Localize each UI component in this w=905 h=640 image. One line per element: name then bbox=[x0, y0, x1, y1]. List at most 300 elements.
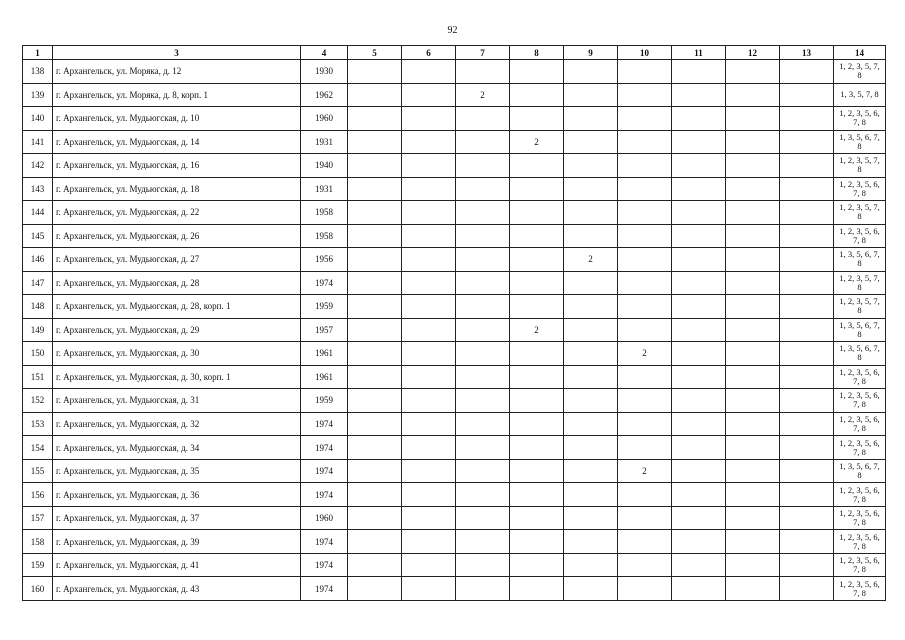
col-5-cell bbox=[348, 224, 402, 248]
col-5-cell bbox=[348, 177, 402, 201]
col-7-cell bbox=[456, 130, 510, 154]
col-11-cell bbox=[672, 530, 726, 554]
year-cell: 1959 bbox=[301, 295, 348, 319]
table-row bbox=[23, 530, 886, 554]
col-9-cell bbox=[564, 107, 618, 131]
col-12-cell bbox=[726, 201, 780, 225]
col-14-cell: 1, 2, 3, 5, 6, 7, 8 bbox=[834, 177, 886, 201]
year-cell: 1959 bbox=[301, 389, 348, 413]
year-cell: 1930 bbox=[301, 60, 348, 84]
col-8-cell bbox=[510, 271, 564, 295]
col-5-cell bbox=[348, 318, 402, 342]
col-8-cell bbox=[510, 60, 564, 84]
col-9-cell bbox=[564, 577, 618, 601]
column-header: 12 bbox=[726, 46, 780, 60]
col-11-cell bbox=[672, 248, 726, 272]
row-number-cell: 155 bbox=[23, 459, 53, 483]
col-5-cell bbox=[348, 530, 402, 554]
col-11-cell bbox=[672, 154, 726, 178]
col-10-cell bbox=[618, 177, 672, 201]
table-row bbox=[23, 83, 886, 107]
col-14-cell: 1, 2, 3, 5, 6, 7, 8 bbox=[834, 412, 886, 436]
col-7-cell bbox=[456, 483, 510, 507]
row-number-cell: 143 bbox=[23, 177, 53, 201]
col-12-cell bbox=[726, 436, 780, 460]
col-8-cell bbox=[510, 107, 564, 131]
address-cell: г. Архангельск, ул. Моряка, д. 12 bbox=[53, 60, 301, 84]
col-10-cell: 2 bbox=[618, 342, 672, 366]
col-14-cell: 1, 2, 3, 5, 6, 7, 8 bbox=[834, 553, 886, 577]
row-number-cell: 144 bbox=[23, 201, 53, 225]
col-9-cell: 2 bbox=[564, 248, 618, 272]
col-14-cell: 1, 2, 3, 5, 6, 7, 8 bbox=[834, 224, 886, 248]
col-7-cell: 2 bbox=[456, 83, 510, 107]
year-cell: 1958 bbox=[301, 201, 348, 225]
col-14-cell: 1, 2, 3, 5, 7, 8 bbox=[834, 60, 886, 84]
year-cell: 1940 bbox=[301, 154, 348, 178]
col-12-cell bbox=[726, 271, 780, 295]
col-7-cell bbox=[456, 553, 510, 577]
column-header: 10 bbox=[618, 46, 672, 60]
col-11-cell bbox=[672, 483, 726, 507]
col-13-cell bbox=[780, 483, 834, 507]
col-13-cell bbox=[780, 436, 834, 460]
table-row bbox=[23, 412, 886, 436]
col-10-cell bbox=[618, 295, 672, 319]
col-7-cell bbox=[456, 365, 510, 389]
col-8-cell bbox=[510, 412, 564, 436]
col-9-cell bbox=[564, 389, 618, 413]
col-9-cell bbox=[564, 365, 618, 389]
col-13-cell bbox=[780, 130, 834, 154]
col-5-cell bbox=[348, 553, 402, 577]
col-5-cell bbox=[348, 577, 402, 601]
column-header: 8 bbox=[510, 46, 564, 60]
col-7-cell bbox=[456, 459, 510, 483]
year-cell: 1958 bbox=[301, 224, 348, 248]
col-11-cell bbox=[672, 553, 726, 577]
col-14-cell: 1, 3, 5, 7, 8 bbox=[834, 83, 886, 107]
address-cell: г. Архангельск, ул. Мудьюгская, д. 31 bbox=[53, 389, 301, 413]
col-9-cell bbox=[564, 436, 618, 460]
address-cell: г. Архангельск, ул. Мудьюгская, д. 30 bbox=[53, 342, 301, 366]
address-cell: г. Архангельск, ул. Мудьюгская, д. 28 bbox=[53, 271, 301, 295]
col-5-cell bbox=[348, 60, 402, 84]
col-13-cell bbox=[780, 60, 834, 84]
col-13-cell bbox=[780, 248, 834, 272]
col-8-cell bbox=[510, 201, 564, 225]
col-8-cell bbox=[510, 365, 564, 389]
col-5-cell bbox=[348, 201, 402, 225]
address-cell: г. Архангельск, ул. Мудьюгская, д. 32 bbox=[53, 412, 301, 436]
col-7-cell bbox=[456, 271, 510, 295]
col-12-cell bbox=[726, 553, 780, 577]
col-14-cell: 1, 2, 3, 5, 6, 7, 8 bbox=[834, 577, 886, 601]
col-9-cell bbox=[564, 342, 618, 366]
col-12-cell bbox=[726, 154, 780, 178]
col-9-cell bbox=[564, 553, 618, 577]
col-9-cell bbox=[564, 459, 618, 483]
col-14-cell: 1, 3, 5, 6, 7, 8 bbox=[834, 248, 886, 272]
row-number-cell: 156 bbox=[23, 483, 53, 507]
col-12-cell bbox=[726, 130, 780, 154]
col-13-cell bbox=[780, 412, 834, 436]
address-cell: г. Архангельск, ул. Мудьюгская, д. 35 bbox=[53, 459, 301, 483]
col-13-cell bbox=[780, 295, 834, 319]
row-number-cell: 140 bbox=[23, 107, 53, 131]
col-9-cell bbox=[564, 60, 618, 84]
col-10-cell bbox=[618, 224, 672, 248]
col-14-cell: 1, 2, 3, 5, 6, 7, 8 bbox=[834, 389, 886, 413]
col-12-cell bbox=[726, 248, 780, 272]
col-9-cell bbox=[564, 154, 618, 178]
col-8-cell bbox=[510, 154, 564, 178]
table-row bbox=[23, 130, 886, 154]
col-11-cell bbox=[672, 177, 726, 201]
address-cell: г. Архангельск, ул. Мудьюгская, д. 30, корп. 1 bbox=[53, 365, 301, 389]
col-10-cell bbox=[618, 389, 672, 413]
col-14-cell: 1, 3, 5, 6, 7, 8 bbox=[834, 318, 886, 342]
col-8-cell bbox=[510, 530, 564, 554]
col-10-cell bbox=[618, 318, 672, 342]
col-11-cell bbox=[672, 459, 726, 483]
col-10-cell bbox=[618, 248, 672, 272]
year-cell: 1962 bbox=[301, 83, 348, 107]
address-cell: г. Архангельск, ул. Мудьюгская, д. 28, корп. 1 bbox=[53, 295, 301, 319]
col-12-cell bbox=[726, 177, 780, 201]
col-11-cell bbox=[672, 295, 726, 319]
col-10-cell bbox=[618, 553, 672, 577]
col-12-cell bbox=[726, 577, 780, 601]
col-11-cell bbox=[672, 389, 726, 413]
year-cell: 1974 bbox=[301, 553, 348, 577]
table-row bbox=[23, 436, 886, 460]
col-6-cell bbox=[402, 248, 456, 272]
col-12-cell bbox=[726, 389, 780, 413]
column-header: 9 bbox=[564, 46, 618, 60]
column-header: 7 bbox=[456, 46, 510, 60]
col-7-cell bbox=[456, 506, 510, 530]
col-12-cell bbox=[726, 459, 780, 483]
col-5-cell bbox=[348, 107, 402, 131]
col-14-cell: 1, 2, 3, 5, 6, 7, 8 bbox=[834, 436, 886, 460]
col-13-cell bbox=[780, 107, 834, 131]
table-row bbox=[23, 459, 886, 483]
col-8-cell bbox=[510, 177, 564, 201]
table-row bbox=[23, 154, 886, 178]
col-8-cell bbox=[510, 342, 564, 366]
col-9-cell bbox=[564, 201, 618, 225]
address-cell: г. Архангельск, ул. Мудьюгская, д. 18 bbox=[53, 177, 301, 201]
year-cell: 1974 bbox=[301, 271, 348, 295]
address-cell: г. Архангельск, ул. Мудьюгская, д. 26 bbox=[53, 224, 301, 248]
col-13-cell bbox=[780, 318, 834, 342]
col-14-cell: 1, 2, 3, 5, 7, 8 bbox=[834, 154, 886, 178]
col-6-cell bbox=[402, 342, 456, 366]
column-header: 14 bbox=[834, 46, 886, 60]
col-12-cell bbox=[726, 318, 780, 342]
col-5-cell bbox=[348, 412, 402, 436]
column-header: 6 bbox=[402, 46, 456, 60]
col-10-cell bbox=[618, 412, 672, 436]
col-6-cell bbox=[402, 154, 456, 178]
col-11-cell bbox=[672, 365, 726, 389]
col-6-cell bbox=[402, 365, 456, 389]
col-11-cell bbox=[672, 60, 726, 84]
col-13-cell bbox=[780, 553, 834, 577]
header-row bbox=[23, 46, 886, 60]
col-5-cell bbox=[348, 506, 402, 530]
col-6-cell bbox=[402, 459, 456, 483]
row-number-cell: 149 bbox=[23, 318, 53, 342]
col-8-cell: 2 bbox=[510, 318, 564, 342]
year-cell: 1974 bbox=[301, 483, 348, 507]
column-header: 3 bbox=[53, 46, 301, 60]
col-6-cell bbox=[402, 506, 456, 530]
year-cell: 1931 bbox=[301, 130, 348, 154]
table-row bbox=[23, 577, 886, 601]
row-number-cell: 158 bbox=[23, 530, 53, 554]
col-10-cell bbox=[618, 154, 672, 178]
column-header: 13 bbox=[780, 46, 834, 60]
col-6-cell bbox=[402, 271, 456, 295]
col-8-cell bbox=[510, 248, 564, 272]
col-7-cell bbox=[456, 295, 510, 319]
col-14-cell: 1, 3, 5, 6, 7, 8 bbox=[834, 342, 886, 366]
year-cell: 1956 bbox=[301, 248, 348, 272]
address-cell: г. Архангельск, ул. Мудьюгская, д. 43 bbox=[53, 577, 301, 601]
col-8-cell bbox=[510, 459, 564, 483]
table-row bbox=[23, 60, 886, 84]
col-10-cell bbox=[618, 530, 672, 554]
col-7-cell bbox=[456, 107, 510, 131]
table-row bbox=[23, 483, 886, 507]
col-13-cell bbox=[780, 530, 834, 554]
year-cell: 1960 bbox=[301, 107, 348, 131]
col-7-cell bbox=[456, 577, 510, 601]
col-6-cell bbox=[402, 107, 456, 131]
table-row bbox=[23, 342, 886, 366]
col-13-cell bbox=[780, 83, 834, 107]
col-8-cell bbox=[510, 483, 564, 507]
col-7-cell bbox=[456, 342, 510, 366]
col-6-cell bbox=[402, 436, 456, 460]
col-11-cell bbox=[672, 577, 726, 601]
col-8-cell bbox=[510, 389, 564, 413]
address-cell: г. Архангельск, ул. Мудьюгская, д. 29 bbox=[53, 318, 301, 342]
col-7-cell bbox=[456, 530, 510, 554]
col-8-cell bbox=[510, 553, 564, 577]
col-14-cell: 1, 3, 5, 6, 7, 8 bbox=[834, 459, 886, 483]
row-number-cell: 139 bbox=[23, 83, 53, 107]
address-cell: г. Архангельск, ул. Мудьюгская, д. 41 bbox=[53, 553, 301, 577]
col-7-cell bbox=[456, 318, 510, 342]
year-cell: 1961 bbox=[301, 365, 348, 389]
year-cell: 1974 bbox=[301, 459, 348, 483]
col-12-cell bbox=[726, 60, 780, 84]
table-row bbox=[23, 506, 886, 530]
col-8-cell bbox=[510, 295, 564, 319]
col-8-cell bbox=[510, 83, 564, 107]
address-cell: г. Архангельск, ул. Мудьюгская, д. 34 bbox=[53, 436, 301, 460]
row-number-cell: 150 bbox=[23, 342, 53, 366]
address-cell: г. Архангельск, ул. Мудьюгская, д. 14 bbox=[53, 130, 301, 154]
year-cell: 1960 bbox=[301, 506, 348, 530]
col-10-cell bbox=[618, 436, 672, 460]
row-number-cell: 152 bbox=[23, 389, 53, 413]
col-10-cell bbox=[618, 365, 672, 389]
col-9-cell bbox=[564, 295, 618, 319]
col-13-cell bbox=[780, 201, 834, 225]
col-14-cell: 1, 2, 3, 5, 6, 7, 8 bbox=[834, 483, 886, 507]
col-9-cell bbox=[564, 271, 618, 295]
col-12-cell bbox=[726, 483, 780, 507]
year-cell: 1931 bbox=[301, 177, 348, 201]
row-number-cell: 145 bbox=[23, 224, 53, 248]
col-13-cell bbox=[780, 177, 834, 201]
col-10-cell bbox=[618, 60, 672, 84]
col-10-cell bbox=[618, 506, 672, 530]
table-row bbox=[23, 107, 886, 131]
col-7-cell bbox=[456, 201, 510, 225]
address-cell: г. Архангельск, ул. Мудьюгская, д. 36 bbox=[53, 483, 301, 507]
col-13-cell bbox=[780, 459, 834, 483]
table-row bbox=[23, 224, 886, 248]
table-row bbox=[23, 271, 886, 295]
col-12-cell bbox=[726, 506, 780, 530]
col-6-cell bbox=[402, 130, 456, 154]
col-5-cell bbox=[348, 130, 402, 154]
col-5-cell bbox=[348, 342, 402, 366]
table-row bbox=[23, 365, 886, 389]
col-9-cell bbox=[564, 530, 618, 554]
col-8-cell bbox=[510, 436, 564, 460]
col-6-cell bbox=[402, 389, 456, 413]
table-row bbox=[23, 295, 886, 319]
address-cell: г. Архангельск, ул. Моряка, д. 8, корп. 1 bbox=[53, 83, 301, 107]
row-number-cell: 147 bbox=[23, 271, 53, 295]
col-9-cell bbox=[564, 412, 618, 436]
col-13-cell bbox=[780, 389, 834, 413]
col-14-cell: 1, 2, 3, 5, 7, 8 bbox=[834, 201, 886, 225]
col-6-cell bbox=[402, 412, 456, 436]
col-14-cell: 1, 2, 3, 5, 6, 7, 8 bbox=[834, 506, 886, 530]
col-13-cell bbox=[780, 365, 834, 389]
col-10-cell: 2 bbox=[618, 459, 672, 483]
year-cell: 1974 bbox=[301, 530, 348, 554]
col-10-cell bbox=[618, 483, 672, 507]
col-10-cell bbox=[618, 201, 672, 225]
address-cell: г. Архангельск, ул. Мудьюгская, д. 27 bbox=[53, 248, 301, 272]
col-14-cell: 1, 3, 5, 6, 7, 8 bbox=[834, 130, 886, 154]
col-11-cell bbox=[672, 506, 726, 530]
col-5-cell bbox=[348, 483, 402, 507]
year-cell: 1957 bbox=[301, 318, 348, 342]
row-number-cell: 146 bbox=[23, 248, 53, 272]
row-number-cell: 142 bbox=[23, 154, 53, 178]
col-9-cell bbox=[564, 506, 618, 530]
column-header: 4 bbox=[301, 46, 348, 60]
col-9-cell bbox=[564, 483, 618, 507]
col-7-cell bbox=[456, 177, 510, 201]
col-11-cell bbox=[672, 412, 726, 436]
col-7-cell bbox=[456, 412, 510, 436]
col-7-cell bbox=[456, 154, 510, 178]
address-cell: г. Архангельск, ул. Мудьюгская, д. 37 bbox=[53, 506, 301, 530]
col-5-cell bbox=[348, 365, 402, 389]
col-5-cell bbox=[348, 83, 402, 107]
col-11-cell bbox=[672, 436, 726, 460]
page-number: 92 bbox=[447, 25, 458, 36]
address-cell: г. Архангельск, ул. Мудьюгская, д. 22 bbox=[53, 201, 301, 225]
address-cell: г. Архангельск, ул. Мудьюгская, д. 16 bbox=[53, 154, 301, 178]
row-number-cell: 153 bbox=[23, 412, 53, 436]
col-6-cell bbox=[402, 553, 456, 577]
col-6-cell bbox=[402, 60, 456, 84]
table-row bbox=[23, 389, 886, 413]
col-7-cell bbox=[456, 248, 510, 272]
col-9-cell bbox=[564, 224, 618, 248]
row-number-cell: 159 bbox=[23, 553, 53, 577]
col-13-cell bbox=[780, 506, 834, 530]
col-5-cell bbox=[348, 436, 402, 460]
table-row bbox=[23, 553, 886, 577]
col-13-cell bbox=[780, 271, 834, 295]
col-5-cell bbox=[348, 271, 402, 295]
row-number-cell: 148 bbox=[23, 295, 53, 319]
year-cell: 1974 bbox=[301, 436, 348, 460]
address-cell: г. Архангельск, ул. Мудьюгская, д. 39 bbox=[53, 530, 301, 554]
col-10-cell bbox=[618, 83, 672, 107]
col-12-cell bbox=[726, 107, 780, 131]
col-11-cell bbox=[672, 201, 726, 225]
col-14-cell: 1, 2, 3, 5, 7, 8 bbox=[834, 271, 886, 295]
col-8-cell bbox=[510, 224, 564, 248]
col-7-cell bbox=[456, 60, 510, 84]
year-cell: 1961 bbox=[301, 342, 348, 366]
col-13-cell bbox=[780, 577, 834, 601]
col-11-cell bbox=[672, 342, 726, 366]
col-10-cell bbox=[618, 577, 672, 601]
row-number-cell: 160 bbox=[23, 577, 53, 601]
year-cell: 1974 bbox=[301, 577, 348, 601]
col-12-cell bbox=[726, 342, 780, 366]
col-9-cell bbox=[564, 83, 618, 107]
col-14-cell: 1, 2, 3, 5, 7, 8 bbox=[834, 295, 886, 319]
col-11-cell bbox=[672, 318, 726, 342]
col-10-cell bbox=[618, 271, 672, 295]
year-cell: 1974 bbox=[301, 412, 348, 436]
col-6-cell bbox=[402, 483, 456, 507]
table-row bbox=[23, 177, 886, 201]
col-12-cell bbox=[726, 295, 780, 319]
col-12-cell bbox=[726, 224, 780, 248]
table-row bbox=[23, 201, 886, 225]
col-11-cell bbox=[672, 107, 726, 131]
col-7-cell bbox=[456, 436, 510, 460]
col-6-cell bbox=[402, 530, 456, 554]
col-10-cell bbox=[618, 130, 672, 154]
row-number-cell: 157 bbox=[23, 506, 53, 530]
col-6-cell bbox=[402, 318, 456, 342]
data-table bbox=[22, 45, 886, 601]
col-14-cell: 1, 2, 3, 5, 6, 7, 8 bbox=[834, 107, 886, 131]
col-11-cell bbox=[672, 224, 726, 248]
col-12-cell bbox=[726, 365, 780, 389]
col-5-cell bbox=[348, 459, 402, 483]
col-5-cell bbox=[348, 248, 402, 272]
col-12-cell bbox=[726, 530, 780, 554]
